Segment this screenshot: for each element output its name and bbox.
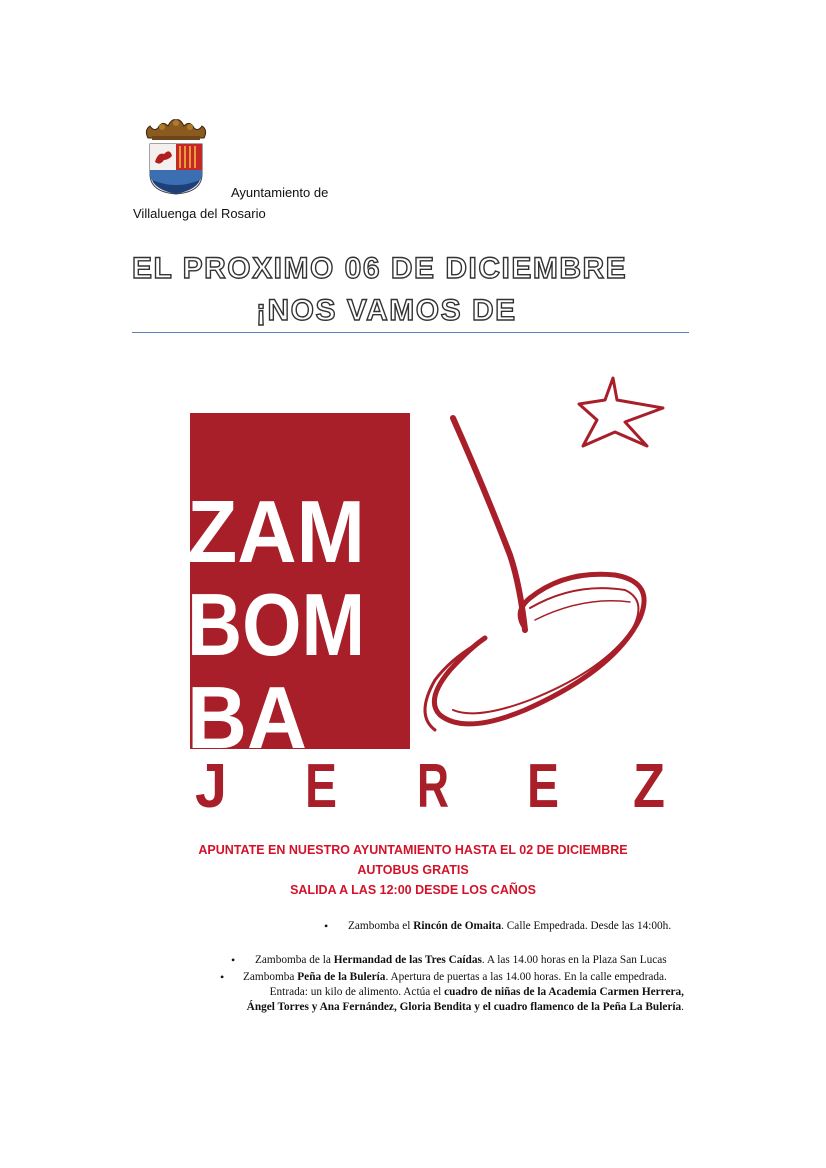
logo-word-line3: BA [187, 668, 307, 767]
logo-word-line1: ZAM [187, 482, 365, 581]
logo-word-line2: BOM [187, 575, 365, 674]
list-item-continuation: Entrada: un kilo de alimento. Actúa el cuadro de niñas de la Academia Carmen Herrera, [269, 986, 684, 998]
free-bus-notice: AUTOBUS GRATIS [357, 863, 469, 877]
municipal-coat-of-arms-icon [140, 118, 212, 196]
logo-city-letter: Z [633, 752, 665, 815]
logo-city-letter: J [195, 752, 227, 815]
organization-name-line2: Villaluenga del Rosario [133, 206, 266, 221]
divider-rule [132, 332, 689, 333]
list-bullet: • [220, 970, 225, 984]
logo-city-letter: E [305, 752, 337, 815]
organization-name-line1: Ayuntamiento de [231, 185, 329, 200]
logo-city-letter: E [527, 752, 559, 815]
list-item: Zambomba el Rincón de Omaita. Calle Empedrada. Desde las 14:00h. [348, 920, 672, 932]
headline-line2: ¡NOS VAMOS DE [256, 294, 517, 327]
logo-city-letter: R [417, 752, 449, 815]
registration-notice: APUNTATE EN NUESTRO AYUNTAMIENTO HASTA EL 02 DE DICIEMBRE [198, 843, 628, 857]
departure-notice: SALIDA A LAS 12:00 DESDE LOS CAÑOS [290, 883, 536, 897]
list-item: Zambomba de la Hermandad de las Tres Caídas. A las 14.00 horas en la Plaza San Lucas [255, 954, 667, 966]
star-icon [579, 378, 663, 446]
list-bullet: • [324, 919, 329, 933]
list-bullet: • [231, 953, 236, 967]
headline-line1: EL PROXIMO 06 DE DICIEMBRE [132, 252, 628, 285]
list-item: Zambomba Peña de la Bulería. Apertura de puertas a las 14.00 horas. En la calle empedrada. [243, 971, 667, 983]
list-item-continuation: Ángel Torres y Ana Fernández, Gloria Bendita y el cuadro flamenco de la Peña La Bulería. [246, 1001, 684, 1013]
zambomba-drum-icon [425, 418, 644, 730]
zambomba-jerez-logo [185, 370, 675, 815]
